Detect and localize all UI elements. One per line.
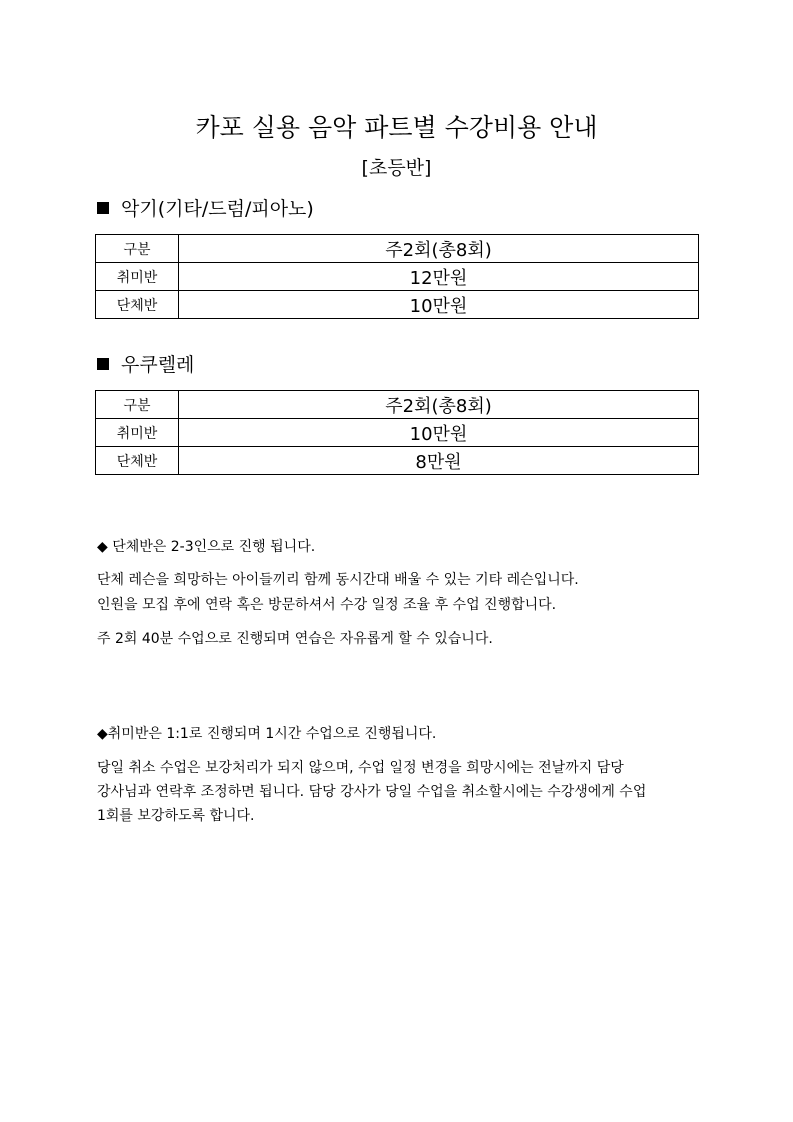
page-title: 카포 실용 음악 파트별 수강비용 안내 bbox=[195, 113, 598, 142]
row-label: 취미반 bbox=[96, 263, 179, 291]
table-header-row bbox=[96, 391, 699, 419]
row-label: 취미반 bbox=[96, 419, 179, 447]
table-row bbox=[96, 447, 699, 475]
group-class-schedule: 주 2회 40분 수업으로 진행되며 연습은 자유롭게 할 수 있습니다. bbox=[97, 631, 493, 647]
group-class-text-line: 인원을 모집 후에 연락 혹은 방문하셔서 수강 일정 조율 후 수업 진행합니다. bbox=[97, 597, 557, 613]
row-label: 단체반 bbox=[96, 291, 179, 319]
hobby-class-heading: ◆취미반은 1:1로 진행되며 1시간 수업으로 진행됩니다. bbox=[97, 726, 437, 742]
group-class-heading: ◆ 단체반은 2-3인으로 진행 됩니다. bbox=[97, 539, 316, 555]
table-row bbox=[96, 291, 699, 319]
table-row bbox=[96, 419, 699, 447]
black-square-icon bbox=[97, 202, 109, 214]
hobby-class-text-line: 당일 취소 수업은 보강처리가 되지 않으며, 수업 일정 변경을 희망시에는 전날까지 담당 bbox=[97, 760, 624, 776]
row-price: 8만원 bbox=[179, 447, 699, 475]
row-price: 10만원 bbox=[179, 291, 699, 319]
row-label: 단체반 bbox=[96, 447, 179, 475]
section-heading-ukulele bbox=[97, 353, 194, 377]
table-header-label: 구분 bbox=[96, 391, 179, 419]
section-heading-text: 악기(기타/드럼/피아노) bbox=[121, 198, 314, 220]
row-price: 12만원 bbox=[179, 263, 699, 291]
table-header-label: 구분 bbox=[96, 235, 179, 263]
hobby-class-text-line: 강사님과 연락후 조정하면 됩니다. 담당 강사가 당일 수업을 취소할시에는 수강생에게 수업 bbox=[97, 784, 647, 800]
section-heading-text: 우쿠렐레 bbox=[121, 354, 195, 376]
group-class-text-line: 단체 레슨을 희망하는 아이들끼리 함께 동시간대 배울 수 있는 기타 레슨입니다. bbox=[97, 572, 579, 588]
table-row bbox=[96, 263, 699, 291]
table-header-row bbox=[96, 235, 699, 263]
section-heading-instruments bbox=[97, 197, 314, 221]
row-price: 10만원 bbox=[179, 419, 699, 447]
price-table-instruments bbox=[95, 234, 699, 319]
table-header-value: 주2회(총8회) bbox=[179, 391, 699, 419]
hobby-class-text-line: 1회를 보강하도록 합니다. bbox=[97, 808, 255, 824]
table-header-value: 주2회(총8회) bbox=[179, 235, 699, 263]
black-square-icon bbox=[97, 358, 109, 370]
price-table-ukulele bbox=[95, 390, 699, 475]
page-subtitle: [초등반] bbox=[361, 157, 432, 179]
